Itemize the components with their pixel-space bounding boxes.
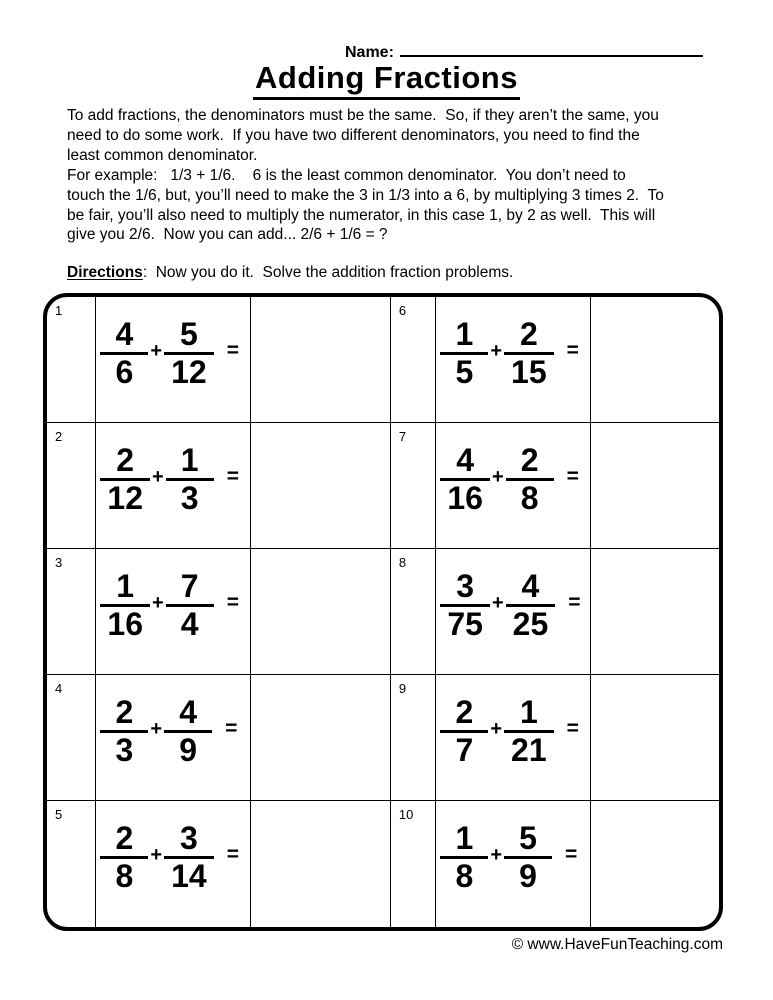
problem-cell bbox=[436, 801, 590, 927]
problem-cell bbox=[96, 423, 250, 549]
fraction bbox=[100, 695, 148, 767]
answer-cell bbox=[251, 297, 391, 423]
numerator: 1 bbox=[116, 568, 135, 604]
problem-cell bbox=[436, 675, 590, 801]
numerator: 3 bbox=[179, 820, 198, 856]
fraction bbox=[100, 569, 150, 641]
equals-sign: = bbox=[225, 717, 238, 741]
fraction-expression bbox=[100, 317, 239, 389]
numerator: 2 bbox=[116, 442, 135, 478]
numerator: 4 bbox=[179, 694, 197, 730]
problem-number: 4 bbox=[55, 681, 63, 696]
denominator: 8 bbox=[520, 479, 539, 516]
intro-line: give you 2/6. Now you can add... 2/6 + 1/6 = ? bbox=[67, 226, 388, 244]
fraction bbox=[440, 821, 488, 893]
plus-operator: + bbox=[490, 843, 503, 866]
problem-cell bbox=[96, 297, 250, 423]
problem-number: 1 bbox=[55, 303, 63, 318]
fraction-expression bbox=[100, 443, 239, 515]
equals-sign: = bbox=[226, 339, 239, 363]
denominator: 9 bbox=[519, 857, 537, 894]
problem-number: 5 bbox=[55, 807, 63, 822]
problem-number-cell bbox=[47, 675, 96, 801]
intro-line: To add fractions, the denominators must be the same. So, if they aren’t the same, you bbox=[67, 107, 659, 124]
denominator: 21 bbox=[511, 731, 547, 768]
equals-sign: = bbox=[226, 591, 239, 615]
fraction bbox=[440, 569, 490, 641]
numerator: 5 bbox=[179, 316, 198, 352]
problem-number-cell bbox=[391, 675, 436, 801]
fraction-expression bbox=[440, 821, 577, 893]
name-label: Name: bbox=[345, 44, 394, 61]
fraction bbox=[166, 443, 214, 515]
fraction-expression bbox=[100, 569, 239, 641]
denominator: 14 bbox=[171, 857, 207, 894]
denominator: 75 bbox=[447, 605, 483, 642]
fraction bbox=[100, 821, 148, 893]
plus-operator: + bbox=[150, 843, 163, 866]
answer-cell bbox=[591, 423, 719, 549]
problem-cell bbox=[96, 675, 250, 801]
fraction-expression bbox=[440, 317, 579, 389]
problem-number-cell bbox=[391, 423, 436, 549]
numerator: 4 bbox=[456, 442, 475, 478]
denominator: 15 bbox=[511, 353, 547, 390]
problem-cell bbox=[436, 297, 590, 423]
fraction bbox=[164, 695, 212, 767]
problem-number-cell bbox=[391, 297, 436, 423]
title-wrap bbox=[0, 60, 773, 100]
denominator: 8 bbox=[455, 857, 474, 894]
name-row bbox=[345, 42, 703, 62]
problem-number-cell bbox=[47, 801, 96, 927]
plus-operator: + bbox=[491, 591, 504, 614]
problem-number-cell bbox=[391, 549, 436, 675]
plus-operator: + bbox=[491, 465, 504, 488]
fraction bbox=[166, 569, 214, 641]
fraction-expression bbox=[100, 821, 239, 893]
denominator: 3 bbox=[115, 731, 134, 768]
denominator: 6 bbox=[115, 353, 134, 390]
problem-number: 9 bbox=[398, 681, 407, 696]
denominator: 16 bbox=[447, 479, 483, 516]
answer-cell bbox=[591, 297, 719, 423]
numerator: 3 bbox=[456, 568, 475, 604]
numerator: 1 bbox=[180, 442, 199, 478]
problem-number: 3 bbox=[55, 555, 63, 570]
denominator: 4 bbox=[180, 605, 199, 642]
plus-operator: + bbox=[490, 717, 503, 740]
fraction-expression bbox=[440, 569, 580, 641]
numerator: 5 bbox=[519, 820, 537, 856]
worksheet-title: Adding Fractions bbox=[253, 60, 520, 100]
fraction bbox=[506, 443, 554, 515]
denominator: 5 bbox=[455, 353, 474, 390]
numerator: 7 bbox=[180, 568, 199, 604]
intro-line: need to do some work. If you have two different denominators, you need to find the bbox=[67, 126, 640, 144]
intro-line: For example: 1/3 + 1/6. 6 is the least common denominator. You don’t need to bbox=[67, 166, 626, 184]
intro-line: touch the 1/6, but, you’ll need to make the 3 in 1/3 into a 6, by multiplying 3 times 2. To bbox=[67, 186, 664, 204]
denominator: 25 bbox=[512, 605, 549, 642]
problem-number: 10 bbox=[398, 807, 414, 822]
directions-label: Directions bbox=[67, 264, 143, 281]
fraction bbox=[504, 821, 552, 893]
fraction bbox=[504, 695, 554, 767]
intro-paragraph bbox=[67, 106, 727, 245]
answer-cell bbox=[251, 549, 391, 675]
numerator: 2 bbox=[520, 442, 539, 478]
denominator: 3 bbox=[180, 479, 199, 516]
answer-cell bbox=[591, 801, 719, 927]
plus-operator: + bbox=[150, 717, 163, 740]
intro-line: be fair, you’ll also need to multiply the numerator, in this case 1, by 2 as well. This will bbox=[67, 206, 656, 224]
problem-number-cell bbox=[47, 297, 96, 423]
plus-operator: + bbox=[152, 591, 164, 614]
numerator: 2 bbox=[115, 694, 134, 730]
equals-sign: = bbox=[226, 465, 239, 489]
denominator: 8 bbox=[115, 857, 134, 894]
answer-cell bbox=[251, 801, 391, 927]
name-blank-line bbox=[400, 42, 703, 57]
denominator: 12 bbox=[171, 353, 207, 390]
fraction bbox=[100, 317, 148, 389]
equals-sign: = bbox=[565, 843, 578, 867]
denominator: 7 bbox=[455, 731, 474, 768]
fraction bbox=[440, 317, 488, 389]
problem-cell bbox=[96, 801, 250, 927]
directions bbox=[67, 264, 513, 282]
problem-number: 6 bbox=[398, 303, 407, 318]
fraction bbox=[100, 443, 150, 515]
fraction-expression bbox=[440, 695, 579, 767]
equals-sign: = bbox=[226, 843, 239, 867]
fraction-expression bbox=[100, 695, 237, 767]
fraction bbox=[164, 317, 214, 389]
numerator: 1 bbox=[519, 694, 538, 730]
fraction bbox=[506, 569, 556, 641]
numerator: 2 bbox=[519, 316, 538, 352]
equals-sign: = bbox=[566, 717, 579, 741]
plus-operator: + bbox=[490, 339, 503, 362]
problem-cell bbox=[96, 549, 250, 675]
problem-number: 8 bbox=[398, 555, 407, 570]
equals-sign: = bbox=[566, 465, 579, 489]
numerator: 2 bbox=[115, 820, 134, 856]
numerator: 1 bbox=[455, 820, 474, 856]
answer-cell bbox=[591, 675, 719, 801]
fraction bbox=[504, 317, 554, 389]
answer-cell bbox=[251, 423, 391, 549]
problem-cell bbox=[436, 549, 590, 675]
plus-operator: + bbox=[150, 339, 163, 362]
denominator: 9 bbox=[179, 731, 197, 768]
answer-cell bbox=[591, 549, 719, 675]
plus-operator: + bbox=[152, 465, 164, 488]
directions-text: : Now you do it. Solve the addition fraction problems. bbox=[142, 264, 514, 281]
problem-number-cell bbox=[47, 423, 96, 549]
problem-number: 2 bbox=[55, 429, 63, 444]
denominator: 16 bbox=[107, 605, 143, 642]
numerator: 2 bbox=[455, 694, 474, 730]
fraction bbox=[440, 443, 490, 515]
problem-number-cell bbox=[391, 801, 436, 927]
answer-cell bbox=[251, 675, 391, 801]
intro-line: least common denominator. bbox=[67, 146, 258, 164]
problem-number: 7 bbox=[398, 429, 407, 444]
problem-number-cell bbox=[47, 549, 96, 675]
footer-copyright: © www.HaveFunTeaching.com bbox=[511, 936, 723, 953]
numerator: 4 bbox=[115, 316, 134, 352]
problem-cell bbox=[436, 423, 590, 549]
fraction-expression bbox=[440, 443, 579, 515]
fraction bbox=[164, 821, 214, 893]
numerator: 4 bbox=[521, 568, 540, 604]
denominator: 12 bbox=[107, 479, 143, 516]
equals-sign: = bbox=[566, 339, 579, 363]
fraction bbox=[440, 695, 488, 767]
problems-table bbox=[43, 293, 723, 931]
equals-sign: = bbox=[568, 591, 581, 615]
numerator: 1 bbox=[455, 316, 474, 352]
